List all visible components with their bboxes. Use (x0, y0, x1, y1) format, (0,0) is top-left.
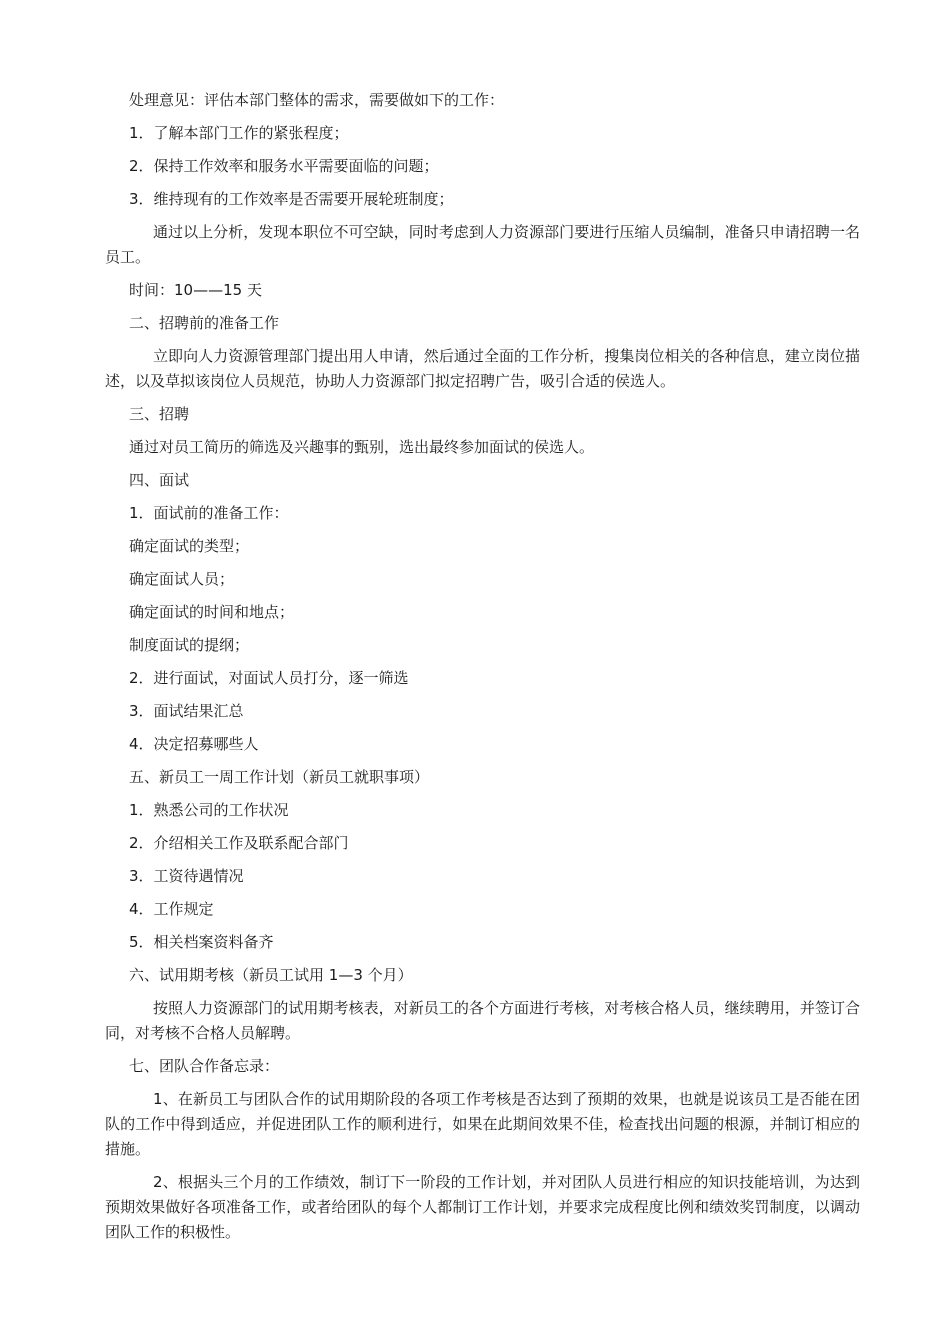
section-heading-2: 二、招聘前的准备工作 (129, 314, 280, 332)
list-item-interview-time-place: 确定面试的时间和地点； (129, 603, 295, 621)
section-heading-5: 五、新员工一周工作计划（新员工就职事项） (129, 768, 430, 786)
list-item-3: 3．维持现有的工作效率是否需要开展轮班制度； (129, 190, 454, 208)
list-item-interview-summary: 3．面试结果汇总 (129, 702, 244, 720)
list-item-week-2: 2．介绍相关工作及联系配合部门 (129, 834, 349, 852)
list-item-week-1: 1．熟悉公司的工作状况 (129, 801, 289, 819)
list-item-interview-conduct: 2．进行面试，对面试人员打分，逐一筛选 (129, 669, 409, 687)
list-item-week-5: 5．相关档案资料备齐 (129, 933, 274, 951)
section-heading-3: 三、招聘 (129, 405, 190, 423)
list-item-interview-decision: 4．决定招募哪些人 (129, 735, 259, 753)
list-item-interview-staff: 确定面试人员； (129, 570, 235, 588)
list-item-week-4: 4．工作规定 (129, 900, 214, 918)
list-item-interview-prep: 1．面试前的准备工作： (129, 504, 289, 522)
section-heading-7: 七、团队合作备忘录： (129, 1057, 280, 1075)
paragraph-handling-opinion: 处理意见：评估本部门整体的需求，需要做如下的工作： (129, 91, 505, 109)
paragraph-preparation: 立即向人力资源管理部门提出用人申请，然后通过全面的工作分析，搜集岗位相关的各种信息，建立岗位描述，以及草拟该岗位人员规范，协助人力资源部门拟定招聘广告，吸引合适的侯选人。 (105, 347, 860, 390)
document-page (105, 88, 860, 1253)
list-item-2: 2．保持工作效率和服务水平需要面临的问题； (129, 157, 439, 175)
paragraph-team-1: 1、在新员工与团队合作的试用期阶段的各项工作考核是否达到了预期的效果，也就是说该员工是否能在团队的工作中得到适应，并促进团队工作的顺利进行，如果在此期间效果不佳，检查找出问题的根源，并制订相应的措施。 (105, 1090, 860, 1158)
paragraph-recruiting: 通过对员工简历的筛选及兴趣事的甄别，选出最终参加面试的侯选人。 (129, 438, 595, 456)
list-item-interview-type: 确定面试的类型； (129, 537, 250, 555)
paragraph-team-2: 2、根据头三个月的工作绩效，制订下一阶段的工作计划，并对团队人员进行相应的知识技能培训，为达到预期效果做好各项准备工作，或者给团队的每个人都制订工作计划，并要求完成程度比例和绩效奖罚制度，以调动团队工作的积极性。 (105, 1173, 860, 1241)
paragraph-analysis: 通过以上分析，发现本职位不可空缺，同时考虑到人力资源部门要进行压缩人员编制，准备只申请招聘一名员工。 (105, 223, 860, 266)
list-item-1: 1．了解本部门工作的紧张程度； (129, 124, 349, 142)
paragraph-time: 时间：10——15 天 (129, 281, 262, 299)
list-item-week-3: 3．工资待遇情况 (129, 867, 244, 885)
paragraph-probation: 按照人力资源部门的试用期考核表，对新员工的各个方面进行考核，对考核合格人员，继续聘用，并签订合同，对考核不合格人员解聘。 (105, 999, 860, 1042)
list-item-interview-outline: 制度面试的提纲； (129, 636, 250, 654)
section-heading-6: 六、试用期考核（新员工试用 1—3 个月） (129, 966, 413, 984)
section-heading-4: 四、面试 (129, 471, 190, 489)
